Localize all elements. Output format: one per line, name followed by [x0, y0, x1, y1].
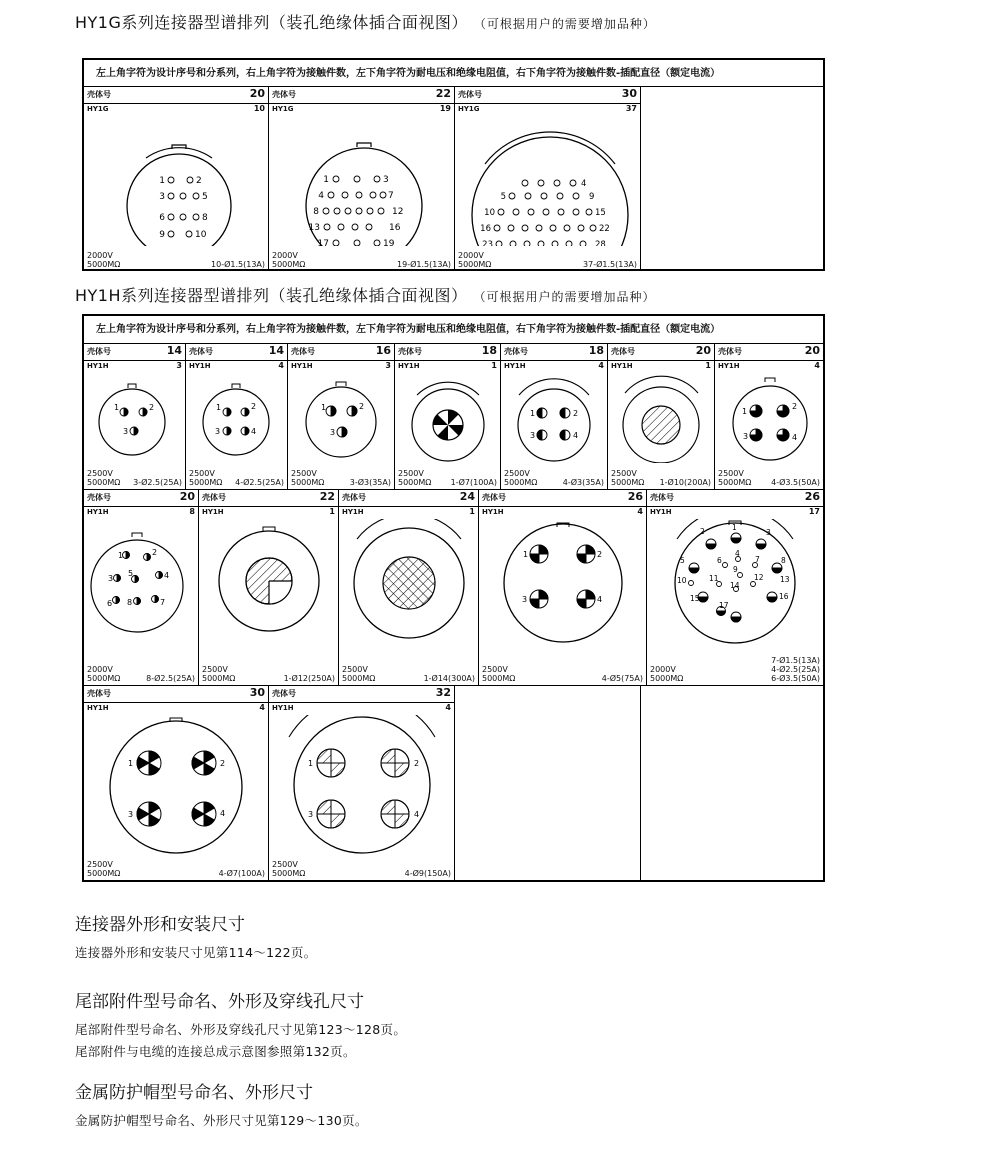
- pin-label: 9: [589, 192, 595, 202]
- hy1g-cell-19: [269, 87, 455, 271]
- pin-label: 4: [792, 433, 798, 442]
- shell-number: 16: [375, 344, 391, 357]
- voltage-rating: 2500V: [272, 860, 298, 869]
- hy1h-cell-18-1: [395, 344, 501, 490]
- contact-spec: 1-Ø7(100A): [450, 478, 497, 487]
- hy1h-cell-32-4: [269, 686, 455, 880]
- hy1g-empty-cell: [641, 87, 823, 271]
- series-label: HY1H: [291, 362, 313, 370]
- hy1h-empty-cell: [641, 686, 823, 880]
- pin-label: 2: [220, 759, 226, 768]
- connector-face-diagram: [288, 373, 395, 463]
- pin-label: 1: [308, 759, 314, 768]
- hy1g-note: （可根据用户的需要增加品种）: [479, 17, 656, 31]
- pin-label: 4: [318, 191, 324, 201]
- hy1h-cell-16-3: [288, 344, 395, 490]
- pin-label: 10: [677, 576, 687, 585]
- insulation-resistance: 5000MΩ: [458, 260, 492, 269]
- shell-number: 22: [319, 490, 335, 503]
- shell-number: 20: [179, 490, 195, 503]
- contact-count: 1: [469, 507, 475, 516]
- series-label: HY1H: [87, 362, 109, 370]
- pin-label: 14: [730, 581, 740, 590]
- pin-label: 5: [500, 192, 506, 202]
- pin-label: 13: [308, 223, 320, 233]
- series-label: HY1H: [504, 362, 526, 370]
- voltage-rating: 2500V: [87, 860, 113, 869]
- connector-face-diagram: [455, 116, 641, 246]
- insulation-resistance: 5000MΩ: [272, 260, 306, 269]
- contact-count: 17: [808, 507, 820, 516]
- hy1h-cell-18-4: [501, 344, 608, 490]
- pin-label: 10: [484, 208, 495, 218]
- shell-number: 14: [166, 344, 182, 357]
- voltage-rating: 2500V: [398, 469, 424, 478]
- connector-face-diagram: [269, 116, 455, 246]
- hy1g-title-text: HY1G系列连接器型谱排列（装孔绝缘体插合面视图）: [75, 13, 468, 32]
- contact-spec: 4-Ø7(100A): [218, 869, 265, 878]
- pin-label: 2: [414, 759, 420, 768]
- contact-spec: 4-Ø3.5(50A): [771, 478, 820, 487]
- shell-label: 壳体号: [718, 347, 742, 356]
- connector-face-diagram: [269, 715, 455, 855]
- pin-label: 3: [108, 574, 114, 583]
- shell-number: 20: [695, 344, 711, 357]
- insulation-resistance: 5000MΩ: [718, 478, 752, 487]
- hy1h-cell-20-8: [84, 490, 199, 686]
- pin-label: 17: [317, 239, 329, 246]
- section-heading: 连接器外形和安装尺寸: [75, 915, 245, 935]
- voltage-rating: 2000V: [87, 251, 113, 260]
- pin-label: 4: [581, 179, 587, 189]
- pin-label: 1: [118, 551, 124, 560]
- pin-label: 6: [717, 556, 722, 565]
- shell-number: 26: [804, 490, 820, 503]
- shell-number: 20: [804, 344, 820, 357]
- pin-label: 13: [780, 575, 790, 584]
- hy1h-cell-14-4: [186, 344, 288, 490]
- connector-face-diagram: [84, 715, 269, 855]
- hy1h-cell-26-17: [647, 490, 823, 686]
- pin-label: 1: [732, 523, 737, 532]
- connector-face-diagram: [608, 373, 715, 463]
- shell-number: 30: [621, 87, 637, 100]
- voltage-rating: 2000V: [458, 251, 484, 260]
- shell-label: 壳体号: [272, 90, 296, 99]
- pin-label: 1: [114, 403, 120, 412]
- hy1h-cell-14-3: [84, 344, 186, 490]
- connector-face-diagram: [339, 519, 479, 659]
- pin-label: 1: [128, 759, 134, 768]
- shell-number: 20: [249, 87, 265, 100]
- contact-spec: 3-Ø2.5(25A): [133, 478, 182, 487]
- insulation-resistance: 5000MΩ: [202, 674, 236, 683]
- insulation-resistance: 5000MΩ: [189, 478, 223, 487]
- contact-spec: 1-Ø10(200A): [659, 478, 711, 487]
- hy1h-table: [82, 314, 825, 882]
- series-label: HY1H: [189, 362, 211, 370]
- pin-label: 28: [595, 240, 606, 246]
- pin-label: 3: [215, 427, 221, 436]
- contact-spec: 10-Ø1.5(13A): [211, 260, 265, 269]
- voltage-rating: 2000V: [650, 665, 676, 674]
- section-text: 连接器外形和安装尺寸见第114～122页。: [75, 945, 317, 960]
- contact-count: 19: [439, 104, 451, 113]
- pin-label: 8: [202, 213, 208, 223]
- contact-spec: 4-Ø5(75A): [601, 674, 643, 683]
- shell-number: 14: [268, 344, 284, 357]
- pin-label: 5: [680, 556, 685, 565]
- pin-label: 16: [389, 223, 401, 233]
- section-text: 金属防护帽型号命名、外形尺寸见第129～130页。: [75, 1113, 368, 1128]
- insulation-resistance: 5000MΩ: [87, 260, 121, 269]
- series-label: HY1H: [482, 508, 504, 516]
- pin-label: 4: [573, 431, 579, 440]
- shell-label: 壳体号: [87, 347, 111, 356]
- section-text: 尾部附件型号命名、外形及穿线孔尺寸见第123～128页。: [75, 1022, 407, 1037]
- hy1h-title: [75, 283, 656, 306]
- voltage-rating: 2500V: [611, 469, 637, 478]
- contact-count: 3: [385, 361, 391, 370]
- pin-label: 3: [522, 595, 528, 604]
- pin-label: 16: [779, 592, 789, 601]
- contact-spec: 1-Ø12(250A): [283, 674, 335, 683]
- shell-label: 壳体号: [87, 90, 111, 99]
- voltage-rating: 2500V: [291, 469, 317, 478]
- shell-number: 32: [435, 686, 451, 699]
- pin-label: 2: [149, 403, 155, 412]
- shell-number: 24: [459, 490, 475, 503]
- series-label: HY1H: [87, 508, 109, 516]
- hy1g-legend: 左上角字符为设计序号和分系列，右上角字符为接触件数，左下角字符为耐电压和绝缘电阻值，右下角字符为接触件数-插配直径（额定电流）: [84, 60, 823, 87]
- shell-label: 壳体号: [189, 347, 213, 356]
- pin-label: 23: [482, 240, 493, 246]
- contact-count: 4: [445, 703, 451, 712]
- pin-label: 8: [313, 207, 319, 217]
- connector-face-diagram: [84, 519, 199, 659]
- series-label: HY1G: [272, 105, 294, 113]
- pin-label: 6: [159, 213, 165, 223]
- pin-label: 4: [164, 571, 170, 580]
- pin-label: 4: [251, 427, 257, 436]
- voltage-rating: 2500V: [482, 665, 508, 674]
- insulation-resistance: 5000MΩ: [504, 478, 538, 487]
- pin-label: 1: [216, 403, 222, 412]
- series-label: HY1H: [342, 508, 364, 516]
- series-label: HY1H: [650, 508, 672, 516]
- section-heading: 金属防护帽型号命名、外形尺寸: [75, 1083, 313, 1103]
- contact-count: 37: [625, 104, 637, 113]
- insulation-resistance: 5000MΩ: [87, 674, 121, 683]
- voltage-rating: 2000V: [272, 251, 298, 260]
- hy1h-legend: 左上角字符为设计序号和分系列，右上角字符为接触件数，左下角字符为耐电压和绝缘电阻值，右下角字符为接触件数-插配直径（额定电流）: [84, 316, 823, 344]
- pin-label: 2: [152, 548, 158, 557]
- hy1g-title: [75, 10, 656, 33]
- shell-label: 壳体号: [398, 347, 422, 356]
- pin-label: 4: [735, 549, 740, 558]
- pin-label: 4: [414, 810, 420, 819]
- shell-label: 壳体号: [611, 347, 635, 356]
- pin-label: 1: [742, 407, 748, 416]
- contact-count: 8: [189, 507, 195, 516]
- pin-label: 1: [523, 550, 529, 559]
- pin-label: 6: [107, 599, 113, 608]
- shell-label: 壳体号: [504, 347, 528, 356]
- shell-number: 26: [627, 490, 643, 503]
- pin-label: 5: [128, 569, 134, 578]
- pin-label: 8: [127, 598, 133, 607]
- pin-label: 2: [573, 409, 579, 418]
- contact-count: 4: [278, 361, 284, 370]
- pin-label: 3: [308, 810, 314, 819]
- contact-count: 10: [253, 104, 265, 113]
- shell-number: 18: [588, 344, 604, 357]
- contact-count: 1: [329, 507, 335, 516]
- pin-label: 7: [160, 598, 166, 607]
- pin-label: 3: [123, 427, 129, 436]
- contact-count: 4: [259, 703, 265, 712]
- shell-label: 壳体号: [87, 689, 111, 698]
- series-label: HY1H: [611, 362, 633, 370]
- pin-label: 9: [159, 230, 165, 240]
- pin-label: 2: [196, 176, 202, 186]
- contact-count: 1: [705, 361, 711, 370]
- contact-spec: 4-Ø9(150A): [404, 869, 451, 878]
- insulation-resistance: 5000MΩ: [398, 478, 432, 487]
- pin-label: 16: [480, 224, 491, 234]
- pin-label: 19: [383, 239, 395, 246]
- shell-label: 壳体号: [650, 493, 674, 502]
- pin-label: 3: [330, 428, 336, 437]
- insulation-resistance: 5000MΩ: [342, 674, 376, 683]
- series-label: HY1H: [398, 362, 420, 370]
- pin-label: 15: [595, 208, 606, 218]
- pin-label: 7: [755, 555, 760, 564]
- shell-label: 壳体号: [202, 493, 226, 502]
- contact-count: 4: [814, 361, 820, 370]
- connector-face-diagram: [647, 519, 823, 659]
- shell-number: 22: [435, 87, 451, 100]
- shell-label: 壳体号: [458, 90, 482, 99]
- shell-number: 30: [249, 686, 265, 699]
- insulation-resistance: 5000MΩ: [272, 869, 306, 878]
- pin-label: 3: [530, 431, 536, 440]
- contact-spec: 19-Ø1.5(13A): [397, 260, 451, 269]
- pin-label: 1: [321, 403, 327, 412]
- series-label: HY1G: [458, 105, 480, 113]
- connector-face-diagram: [186, 373, 288, 463]
- contact-count: 3: [176, 361, 182, 370]
- contact-count: 1: [491, 361, 497, 370]
- hy1h-note: （可根据用户的需要增加品种）: [479, 290, 656, 304]
- pin-label: 8: [781, 556, 786, 565]
- shell-label: 壳体号: [342, 493, 366, 502]
- pin-label: 22: [599, 224, 610, 234]
- series-label: HY1H: [272, 704, 294, 712]
- hy1h-cell-30-4: [84, 686, 269, 880]
- pin-label: 2: [597, 550, 603, 559]
- hy1g-cell-10: [84, 87, 269, 271]
- hy1h-cell-26-4: [479, 490, 647, 686]
- series-label: HY1H: [718, 362, 740, 370]
- pin-label: 3: [159, 192, 165, 202]
- voltage-rating: 2500V: [504, 469, 530, 478]
- hy1h-cell-20-1: [608, 344, 715, 490]
- voltage-rating: 2500V: [87, 469, 113, 478]
- connector-face-diagram: [479, 519, 647, 659]
- series-label: HY1G: [87, 105, 109, 113]
- pin-label: 2: [251, 402, 257, 411]
- pin-label: 1: [323, 175, 329, 185]
- hy1g-cell-37: [455, 87, 641, 271]
- contact-spec: 3-Ø3(35A): [349, 478, 391, 487]
- insulation-resistance: 5000MΩ: [650, 674, 684, 683]
- contact-spec: 4-Ø3(35A): [562, 478, 604, 487]
- hy1h-cell-22-1: [199, 490, 339, 686]
- pin-label: 17: [719, 601, 729, 610]
- voltage-rating: 2500V: [202, 665, 228, 674]
- connector-face-diagram: [395, 373, 501, 463]
- pin-label: 10: [195, 230, 207, 240]
- voltage-rating: 2000V: [87, 665, 113, 674]
- insulation-resistance: 5000MΩ: [611, 478, 645, 487]
- shell-number: 18: [481, 344, 497, 357]
- shell-label: 壳体号: [87, 493, 111, 502]
- pin-label: 9: [733, 565, 738, 574]
- contact-spec: 4-Ø2.5(25A): [235, 478, 284, 487]
- series-label: HY1H: [202, 508, 224, 516]
- connector-face-diagram: [501, 373, 608, 463]
- voltage-rating: 2500V: [342, 665, 368, 674]
- pin-label: 1: [159, 176, 165, 186]
- pin-label: 3: [766, 528, 771, 537]
- insulation-resistance: 5000MΩ: [87, 869, 121, 878]
- pin-label: 5: [202, 192, 208, 202]
- connector-face-diagram: [84, 116, 269, 246]
- pin-label: 3: [128, 810, 134, 819]
- hy1h-cell-20-4: [715, 344, 823, 490]
- pin-label: 2: [700, 527, 705, 536]
- section-heading: 尾部附件型号命名、外形及穿线孔尺寸: [75, 992, 364, 1012]
- pin-label: 15: [690, 594, 700, 603]
- insulation-resistance: 5000MΩ: [87, 478, 121, 487]
- pin-label: 4: [220, 809, 226, 818]
- pin-label: 3: [383, 175, 389, 185]
- hy1h-title-text: HY1H系列连接器型谱排列（装孔绝缘体插合面视图）: [75, 286, 468, 305]
- pin-label: 11: [709, 574, 719, 583]
- pin-label: 2: [792, 402, 798, 411]
- contact-spec: 6-Ø3.5(50A): [771, 674, 820, 683]
- shell-label: 壳体号: [272, 689, 296, 698]
- section-text: 尾部附件与电缆的连接总成示意图参照第132页。: [75, 1044, 356, 1059]
- insulation-resistance: 5000MΩ: [482, 674, 516, 683]
- insulation-resistance: 5000MΩ: [291, 478, 325, 487]
- connector-face-diagram: [715, 373, 823, 463]
- contact-spec: 7-Ø1.5(13A): [771, 656, 820, 665]
- contact-spec: 4-Ø2.5(25A): [771, 665, 820, 674]
- hy1h-empty-cell: [455, 686, 641, 880]
- voltage-rating: 2500V: [189, 469, 215, 478]
- shell-label: 壳体号: [291, 347, 315, 356]
- pin-label: 12: [754, 573, 764, 582]
- voltage-rating: 2500V: [718, 469, 744, 478]
- pin-label: 4: [597, 595, 603, 604]
- hy1g-table: [82, 58, 825, 271]
- shell-label: 壳体号: [482, 493, 506, 502]
- contact-spec: 8-Ø2.5(25A): [146, 674, 195, 683]
- hy1h-cell-24-1: [339, 490, 479, 686]
- pin-label: 3: [743, 432, 749, 441]
- contact-spec: 37-Ø1.5(13A): [583, 260, 637, 269]
- pin-label: 1: [530, 409, 536, 418]
- contact-count: 4: [637, 507, 643, 516]
- contact-spec: 1-Ø14(300A): [423, 674, 475, 683]
- connector-face-diagram: [199, 519, 339, 659]
- connector-face-diagram: [84, 373, 186, 463]
- pin-label: 12: [392, 207, 404, 217]
- pin-label: 2: [359, 402, 365, 411]
- contact-count: 4: [598, 361, 604, 370]
- pin-label: 7: [388, 191, 394, 201]
- series-label: HY1H: [87, 704, 109, 712]
